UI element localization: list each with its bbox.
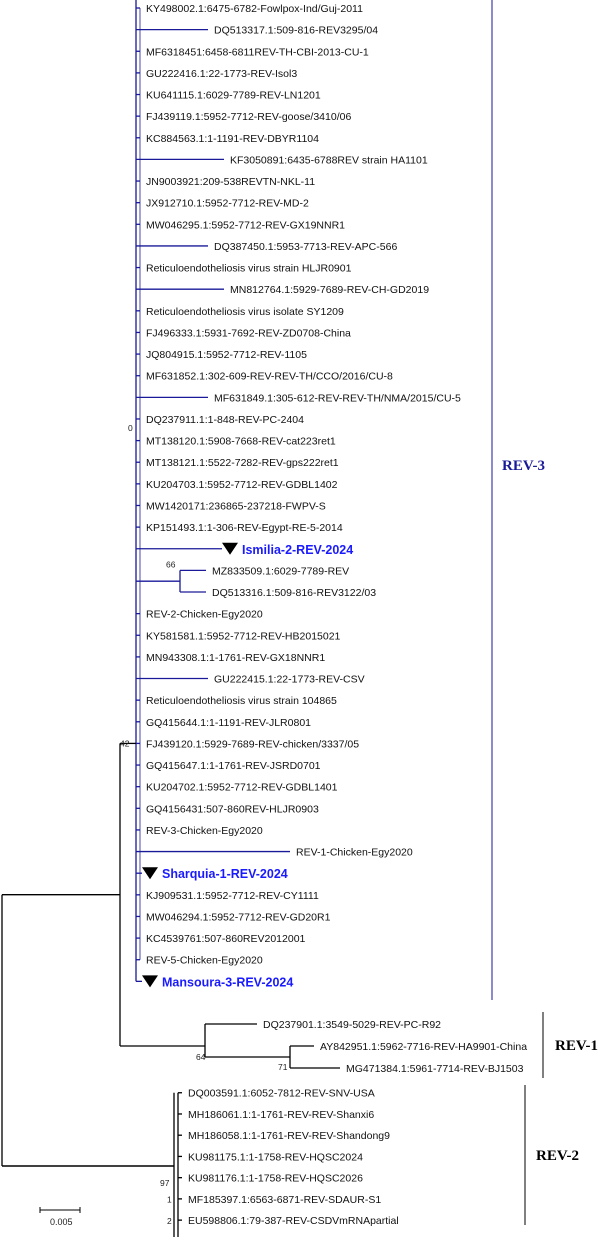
- leaf-label: MF185397.1:6563-6871-REV-SDAUR-S1: [188, 1193, 382, 1206]
- highlight-leaf-label: Sharquia-1-REV-2024: [162, 867, 288, 882]
- bootstrap-value: 1: [167, 1194, 172, 1205]
- leaf-label: DQ513316.1:509-816-REV3122/03: [212, 587, 377, 600]
- leaf-label: MF631852.1:302-609-REV-REV-TH/CCO/2016/CU-8: [146, 370, 393, 383]
- leaf-label: KU981175.1:1-1758-REV-HQSC2024: [188, 1151, 363, 1164]
- leaf-label: MW1420171:236865-237218-FWPV-S: [146, 500, 326, 513]
- leaf-label: KY581581.1:5952-7712-REV-HB2015021: [146, 630, 341, 643]
- bootstrap-value: 66: [166, 559, 176, 570]
- leaf-label: KU204702.1:5952-7712-REV-GDBL1401: [146, 781, 338, 794]
- scale-bar-label: 0.005: [50, 1217, 73, 1227]
- leaf-label: MW046295.1:5952-7712-REV-GX19NNR1: [146, 219, 346, 232]
- leaf-label: JN9003921:209-538REVTN-NKL-11: [146, 176, 316, 189]
- leaf-label: KU204703.1:5952-7712-REV-GDBL1402: [146, 478, 338, 491]
- leaf-label: Reticuloendotheliosis virus isolate SY1209: [146, 305, 344, 318]
- leaf-label: KF3050891:6435-6788REV strain HA1101: [230, 154, 428, 167]
- highlight-leaf-label: Mansoura-3-REV-2024: [162, 975, 294, 990]
- leaf-label: GQ415647.1:1-1761-REV-JSRD0701: [146, 760, 321, 773]
- leaf-label: KY498002.1:6475-6782-Fowlpox-Ind/Guj-2011: [146, 3, 363, 15]
- leaf-label: JQ804915.1:5952-7712-REV-1105: [146, 349, 307, 362]
- leaf-label: AY842951.1:5962-7716-REV-HA9901-China: [320, 1041, 528, 1053]
- leaf-label: KC884563.1:1-1191-REV-DBYR1104: [146, 132, 319, 145]
- bootstrap-value: 2: [167, 1216, 172, 1227]
- leaf-label: DQ387450.1:5953-7713-REV-APC-566: [214, 240, 398, 253]
- leaf-label: KC4539761:507-860REV2012001: [146, 933, 306, 946]
- leaf-label: REV-1-Chicken-Egy2020: [296, 846, 413, 859]
- leaf-label: MZ833509.1:6029-7789-REV: [212, 565, 350, 578]
- tree-labels: [50, 3, 598, 1237]
- leaf-label: FJ496333.1:5931-7692-REV-ZD0708-China: [146, 327, 351, 340]
- collapsed-clade-triangle: [142, 867, 158, 879]
- bootstrap-value: 71: [278, 1062, 288, 1072]
- leaf-label: KU981176.1:1-1758-REV-HQSC2026: [188, 1172, 363, 1185]
- leaf-label: MH186058.1:1-1761-REV-REV-Shandong9: [188, 1130, 390, 1143]
- collapsed-clade-triangle: [142, 975, 158, 987]
- leaf-label: KP151493.1:1-306-REV-Egypt-RE-5-2014: [146, 522, 343, 535]
- leaf-label: FJ439119.1:5952-7712-REV-goose/3410/06: [146, 111, 352, 124]
- leaf-label: MT138120.1:5908-7668-REV-cat223ret1: [146, 435, 336, 448]
- leaf-label: DQ237901.1:3549-5029-REV-PC-R92: [263, 1019, 442, 1031]
- leaf-label: MN812764.1:5929-7689-REV-CH-GD2019: [230, 284, 430, 297]
- leaf-label: DQ003591.1:6052-7812-REV-SNV-USA: [188, 1087, 375, 1100]
- bootstrap-value: 97: [160, 1178, 170, 1188]
- bootstrap-value: 64: [196, 1052, 206, 1062]
- leaf-label: GU222416.1:22-1773-REV-Isol3: [146, 67, 298, 80]
- clade-label-rev3: REV-3: [502, 458, 546, 474]
- leaf-label: REV-2-Chicken-Egy2020: [146, 608, 263, 621]
- leaf-label: Reticuloendotheliosis virus strain HLJR0901: [146, 262, 352, 275]
- leaf-label: MN943308.1:1-1761-REV-GX18NNR1: [146, 651, 326, 664]
- leaf-label: Reticuloendotheliosis virus strain 104865: [146, 695, 337, 708]
- leaf-label: DQ237911.1:1-848-REV-PC-2404: [146, 413, 304, 426]
- leaf-label: GQ415644.1:1-1191-REV-JLR0801: [146, 716, 311, 729]
- leaf-label: EU598806.1:79-387-REV-CSDVmRNApartial: [188, 1215, 399, 1228]
- collapsed-clade-triangle: [222, 543, 238, 555]
- leaf-label: GQ4156431:507-860REV-HLJR0903: [146, 803, 319, 816]
- leaf-label: GU222415.1:22-1773-REV-CSV: [214, 673, 365, 686]
- leaf-label: FJ439120.1:5929-7689-REV-chicken/3337/05: [146, 738, 360, 751]
- leaf-label: MT138121.1:5522-7282-REV-gps222ret1: [146, 457, 339, 470]
- leaf-label: KU641115.1:6029-7789-REV-LN1201: [146, 89, 321, 102]
- leaf-label: MG471384.1:5961-7714-REV-BJ1503: [346, 1063, 524, 1075]
- leaf-label: MH186061.1:1-1761-REV-REV-Shanxi6: [188, 1108, 375, 1121]
- highlight-leaf-label: Ismilia-2-REV-2024: [242, 542, 354, 557]
- leaf-label: KJ909531.1:5952-7712-REV-CY1111: [146, 889, 319, 902]
- leaf-label: MF631849.1:305-612-REV-REV-TH/NMA/2015/CU-5: [214, 392, 461, 405]
- leaf-label: JX912710.1:5952-7712-REV-MD-2: [146, 197, 309, 210]
- clade-label-rev1: REV-1: [555, 1038, 599, 1054]
- clade-label-rev2: REV-2: [536, 1148, 580, 1164]
- leaf-label: DQ513317.1:509-816-REV3295/04: [214, 24, 379, 37]
- leaf-label: REV-5-Chicken-Egy2020: [146, 954, 263, 967]
- bootstrap-value: 0: [128, 422, 133, 433]
- leaf-label: MW046294.1:5952-7712-REV-GD20R1: [146, 911, 331, 924]
- bootstrap-value: 42: [120, 738, 130, 749]
- leaf-label: REV-3-Chicken-Egy2020: [146, 824, 263, 837]
- leaf-label: MF6318451:6458-6811REV-TH-CBI-2013-CU-1: [146, 46, 369, 59]
